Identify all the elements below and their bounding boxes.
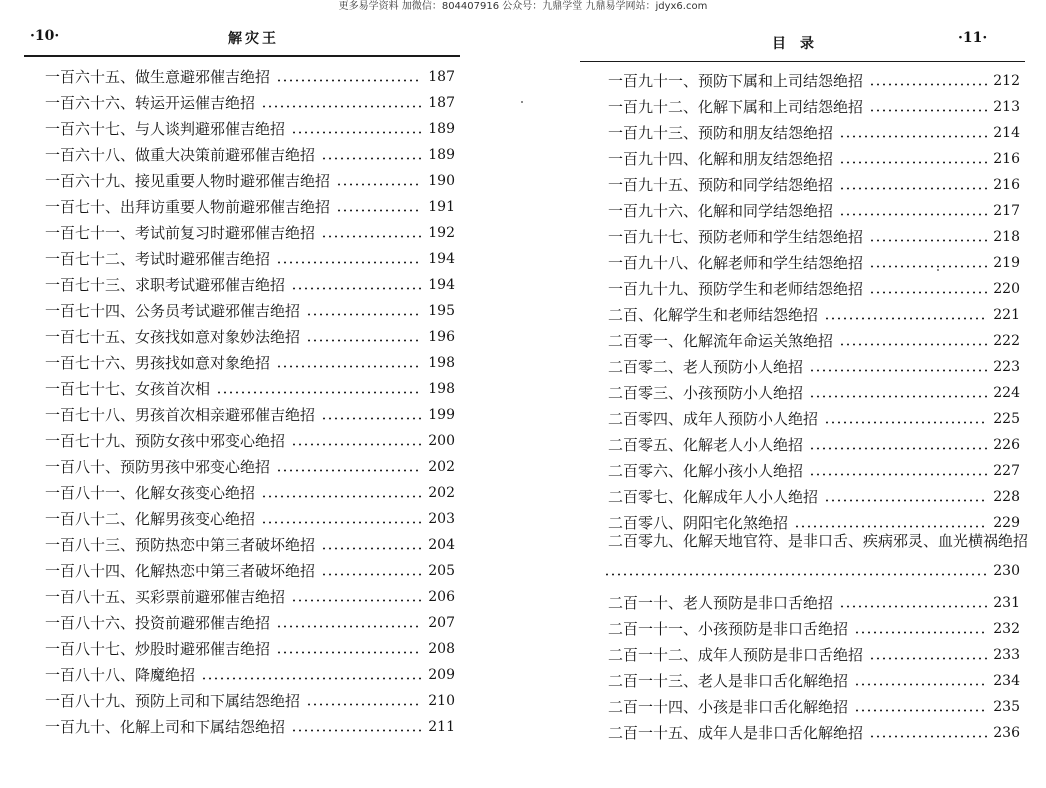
left-header-rule <box>24 55 460 57</box>
toc-entry-title: 二百一十二、成年人预防是非口舌绝招 <box>608 646 864 664</box>
toc-entry <box>45 476 455 502</box>
dot-leader <box>824 317 987 320</box>
dot-leader <box>839 187 987 190</box>
scan-speck <box>521 101 523 103</box>
toc-entry <box>608 716 1020 742</box>
toc-entry-page: 220 <box>993 281 1020 297</box>
toc-entry-page: 191 <box>428 199 455 215</box>
right-running-title: 目 录 <box>772 36 814 52</box>
toc-entry <box>45 242 455 268</box>
toc-entry-page: 202 <box>428 485 455 501</box>
toc-entry <box>608 324 1020 350</box>
toc-entry <box>45 528 455 554</box>
dot-leader <box>291 443 422 446</box>
toc-entry-page: 233 <box>993 647 1020 663</box>
toc-entry-title: 一百八十八、降魔绝招 <box>45 666 196 684</box>
toc-entry-page: 187 <box>428 95 455 111</box>
toc-entry-title: 二百零三、小孩预防小人绝招 <box>608 384 804 402</box>
dot-leader <box>839 605 987 608</box>
toc-entry-page: 234 <box>993 673 1020 689</box>
toc-entry-title: 二百一十、老人预防是非口舌绝招 <box>608 594 834 612</box>
dot-leader <box>291 729 422 732</box>
dot-leader <box>809 395 987 398</box>
toc-entry-page: 211 <box>428 719 455 735</box>
dot-leader <box>336 209 422 212</box>
dot-leader <box>839 343 987 346</box>
toc-entry-page: 199 <box>428 407 455 423</box>
dot-leader <box>216 391 422 394</box>
toc-entry <box>608 586 1020 612</box>
toc-entry <box>608 298 1020 324</box>
dot-leader <box>276 79 422 82</box>
toc-entry <box>45 294 455 320</box>
toc-entry-page: 205 <box>428 563 455 579</box>
toc-entry <box>608 142 1020 168</box>
dot-leader <box>809 369 987 372</box>
toc-entry-page: 196 <box>428 329 455 345</box>
dot-leader <box>261 521 422 524</box>
toc-entry-title: 一百六十五、做生意避邪催吉绝招 <box>45 68 271 86</box>
toc-entry <box>608 402 1020 428</box>
scan-speck <box>937 269 939 271</box>
dot-leader <box>794 525 987 528</box>
toc-entry-title: 二百一十五、成年人是非口舌化解绝招 <box>608 724 864 742</box>
toc-entry-page: 195 <box>428 303 455 319</box>
dot-leader <box>854 709 987 712</box>
toc-entry-title: 二百零六、化解小孩小人绝招 <box>608 462 804 480</box>
dot-leader <box>839 213 987 216</box>
toc-entry <box>608 350 1020 376</box>
dot-leader <box>839 161 987 164</box>
toc-entry-page: 236 <box>993 725 1020 741</box>
toc-entry-title: 一百九十九、预防学生和老师结怨绝招 <box>608 280 864 298</box>
toc-entry-title: 二百零二、老人预防小人绝招 <box>608 358 804 376</box>
toc-entry <box>45 424 455 450</box>
toc-entry <box>45 580 455 606</box>
toc-entry <box>608 220 1020 246</box>
toc-entry-page: 208 <box>428 641 455 657</box>
toc-entry-page: 212 <box>993 73 1020 89</box>
toc-entry-page: 187 <box>428 69 455 85</box>
toc-entry-title: 二百零一、化解流年命运关煞绝招 <box>608 332 834 350</box>
toc-entry <box>45 86 455 112</box>
toc-entry-title: 一百九十八、化解老师和学生结怨绝招 <box>608 254 864 272</box>
toc-entry-page: 192 <box>428 225 455 241</box>
dot-leader <box>261 495 422 498</box>
toc-entry <box>45 710 455 736</box>
toc-entry-title: 一百九十三、预防和朋友结怨绝招 <box>608 124 834 142</box>
left-page-header <box>20 28 460 50</box>
toc-entry-title: 一百六十六、转运开运催吉绝招 <box>45 94 256 112</box>
toc-entry-title: 二百零七、化解成年人小人绝招 <box>608 488 819 506</box>
toc-entry-page: 204 <box>428 537 455 553</box>
dot-leader <box>201 677 422 680</box>
dot-leader <box>604 573 987 576</box>
toc-entry-title: 一百九十六、化解和同学结怨绝招 <box>608 202 834 220</box>
toc-entry <box>608 612 1020 638</box>
toc-entry-page: 232 <box>993 621 1020 637</box>
toc-entry <box>45 216 455 242</box>
toc-entry-page: 213 <box>993 99 1020 115</box>
toc-entry-page: 228 <box>993 489 1020 505</box>
toc-entry-page: 189 <box>428 147 455 163</box>
dot-leader <box>869 83 987 86</box>
dot-leader <box>869 265 987 268</box>
toc-entry-title: 一百九十七、预防老师和学生结怨绝招 <box>608 228 864 246</box>
dot-leader <box>854 683 987 686</box>
toc-entry <box>45 346 455 372</box>
toc-entry <box>45 554 455 580</box>
left-toc-list <box>45 60 455 736</box>
toc-entry-title: 一百七十三、求职考试避邪催吉绝招 <box>45 276 286 294</box>
dot-leader <box>276 261 422 264</box>
dot-leader <box>869 291 987 294</box>
toc-entry <box>608 194 1020 220</box>
dot-leader <box>261 105 422 108</box>
dot-leader <box>276 625 422 628</box>
toc-entry <box>608 454 1020 480</box>
toc-entry-title: 一百八十、预防男孩中邪变心绝招 <box>45 458 271 476</box>
toc-entry-title: 一百八十六、投资前避邪催吉绝招 <box>45 614 271 632</box>
dot-leader <box>276 469 422 472</box>
toc-entry-title: 一百七十六、男孩找如意对象绝招 <box>45 354 271 372</box>
toc-entry-page: 200 <box>428 433 455 449</box>
toc-entry-title: 一百七十五、女孩找如意对象妙法绝招 <box>45 328 301 346</box>
toc-entry-page: 216 <box>993 151 1020 167</box>
right-header-rule <box>580 61 1025 62</box>
toc-entry-title: 二百一十四、小孩是非口舌化解绝招 <box>608 698 849 716</box>
dot-leader <box>321 235 422 238</box>
toc-entry <box>45 372 455 398</box>
toc-entry-page: 189 <box>428 121 455 137</box>
toc-entry-page: 206 <box>428 589 455 605</box>
dot-leader <box>809 473 987 476</box>
toc-entry-page: 235 <box>993 699 1020 715</box>
toc-entry-page: 224 <box>993 385 1020 401</box>
toc-entry <box>45 398 455 424</box>
toc-entry <box>45 138 455 164</box>
toc-entry-title: 一百八十二、化解男孩变心绝招 <box>45 510 256 528</box>
toc-entry-page: 202 <box>428 459 455 475</box>
toc-entry <box>45 450 455 476</box>
toc-entry <box>45 320 455 346</box>
toc-entry-title: 二百一十三、老人是非口舌化解绝招 <box>608 672 849 690</box>
toc-entry <box>45 606 455 632</box>
toc-entry <box>608 246 1020 272</box>
toc-entry <box>608 116 1020 142</box>
dot-leader <box>291 131 422 134</box>
toc-entry-page: 230 <box>993 563 1020 579</box>
toc-entry <box>608 532 1029 586</box>
dot-leader <box>321 547 422 550</box>
dot-leader <box>839 135 987 138</box>
dot-leader <box>869 109 987 112</box>
dot-leader <box>869 239 987 242</box>
toc-entry <box>608 64 1020 90</box>
toc-entry-title: 二百零五、化解老人小人绝招 <box>608 436 804 454</box>
left-page-number: ·10· <box>30 28 60 44</box>
toc-entry-page: 198 <box>428 381 455 397</box>
toc-entry-page: 221 <box>993 307 1020 323</box>
dot-leader <box>321 573 422 576</box>
left-running-title: 解灾王 <box>228 31 279 47</box>
dot-leader <box>869 657 987 660</box>
toc-entry-page: 207 <box>428 615 455 631</box>
toc-entry-title: 一百六十七、与人谈判避邪催吉绝招 <box>45 120 286 138</box>
toc-entry-title: 一百八十七、炒股时避邪催吉绝招 <box>45 640 271 658</box>
toc-entry-title: 一百七十二、考试时避邪催吉绝招 <box>45 250 271 268</box>
toc-entry-title: 一百九十二、化解下属和上司结怨绝招 <box>608 98 864 116</box>
toc-entry-page: 227 <box>993 463 1020 479</box>
toc-entry-title: 一百六十九、接见重要人物时避邪催吉绝招 <box>45 172 331 190</box>
toc-entry-title: 一百六十八、做重大决策前避邪催吉绝招 <box>45 146 316 164</box>
dot-leader <box>336 183 422 186</box>
toc-entry-title: 一百八十一、化解女孩变心绝招 <box>45 484 256 502</box>
dot-leader <box>306 313 422 316</box>
toc-entry-page: 217 <box>993 203 1020 219</box>
toc-entry <box>45 60 455 86</box>
dot-leader <box>869 735 987 738</box>
watermark-banner: 更多易学资料 加微信：804407916 公众号：九鼎学堂 九鼎易学网站：jdyx6.com <box>338 1 708 12</box>
toc-entry-title: 一百七十四、公务员考试避邪催吉绝招 <box>45 302 301 320</box>
toc-entry-title: 一百九十、化解上司和下属结怨绝招 <box>45 718 286 736</box>
toc-entry <box>45 268 455 294</box>
toc-entry-page: 219 <box>993 255 1020 271</box>
toc-entry-title: 一百八十四、化解热恋中第三者破坏绝招 <box>45 562 316 580</box>
toc-entry-title: 一百七十一、考试前复习时避邪催吉绝招 <box>45 224 316 242</box>
dot-leader <box>276 651 422 654</box>
toc-entry-page: 222 <box>993 333 1020 349</box>
toc-entry <box>608 638 1020 664</box>
right-page-header <box>580 28 1025 50</box>
toc-entry <box>608 272 1020 298</box>
toc-entry <box>45 658 455 684</box>
toc-entry <box>45 632 455 658</box>
right-page-number: ·11· <box>958 30 988 46</box>
toc-entry <box>608 376 1020 402</box>
toc-entry-title: 一百七十七、女孩首次相 <box>45 380 211 398</box>
toc-entry-title: 二百零九、化解天地官符、是非口舌、疾病邪灵、血光横祸绝招 <box>608 532 1029 550</box>
toc-entry <box>45 164 455 190</box>
toc-entry <box>45 112 455 138</box>
toc-entry-page: 190 <box>428 173 455 189</box>
toc-entry-page: 203 <box>428 511 455 527</box>
dot-leader <box>321 157 422 160</box>
toc-entry <box>608 428 1020 454</box>
toc-entry <box>608 480 1020 506</box>
toc-entry <box>608 90 1020 116</box>
toc-entry-page: 231 <box>993 595 1020 611</box>
toc-entry-page: 216 <box>993 177 1020 193</box>
toc-entry-page: 229 <box>993 515 1020 531</box>
dot-leader <box>854 631 987 634</box>
toc-entry-page: 198 <box>428 355 455 371</box>
toc-entry-title: 一百九十五、预防和同学结怨绝招 <box>608 176 834 194</box>
dot-leader <box>809 447 987 450</box>
toc-entry-page: 223 <box>993 359 1020 375</box>
toc-entry-title: 一百九十四、化解和朋友结怨绝招 <box>608 150 834 168</box>
toc-entry <box>45 502 455 528</box>
toc-entry-title: 一百八十三、预防热恋中第三者破坏绝招 <box>45 536 316 554</box>
toc-entry <box>45 190 455 216</box>
toc-entry <box>608 506 1020 532</box>
toc-entry-title: 二百一十一、小孩预防是非口舌绝招 <box>608 620 849 638</box>
toc-entry-page: 225 <box>993 411 1020 427</box>
toc-entry-title: 二百零四、成年人预防小人绝招 <box>608 410 819 428</box>
toc-entry <box>608 690 1020 716</box>
right-toc-list <box>608 64 1029 742</box>
toc-entry-title: 一百七十八、男孩首次相亲避邪催吉绝招 <box>45 406 316 424</box>
dot-leader <box>824 499 987 502</box>
dot-leader <box>824 421 987 424</box>
toc-entry-page: 194 <box>428 251 455 267</box>
dot-leader <box>321 417 422 420</box>
toc-entry-page: 218 <box>993 229 1020 245</box>
toc-entry-title: 一百八十五、买彩票前避邪催吉绝招 <box>45 588 286 606</box>
toc-entry-page: 226 <box>993 437 1020 453</box>
dot-leader <box>276 365 422 368</box>
toc-entry-page: 210 <box>428 693 455 709</box>
toc-entry-title: 二百零八、阴阳宅化煞绝招 <box>608 514 789 532</box>
dot-leader <box>306 339 422 342</box>
toc-entry <box>45 684 455 710</box>
toc-entry-page: 214 <box>993 125 1020 141</box>
toc-entry-page: 194 <box>428 277 455 293</box>
toc-entry-title: 一百八十九、预防上司和下属结怨绝招 <box>45 692 301 710</box>
dot-leader <box>291 287 422 290</box>
toc-entry <box>608 664 1020 690</box>
toc-entry-title: 一百七十九、预防女孩中邪变心绝招 <box>45 432 286 450</box>
toc-entry-title: 一百九十一、预防下属和上司结怨绝招 <box>608 72 864 90</box>
dot-leader <box>306 703 422 706</box>
toc-entry <box>608 168 1020 194</box>
toc-entry-title: 一百七十、出拜访重要人物前避邪催吉绝招 <box>45 198 331 216</box>
toc-entry-title: 二百、化解学生和老师结怨绝招 <box>608 306 819 324</box>
toc-entry-page: 209 <box>428 667 455 683</box>
dot-leader <box>291 599 422 602</box>
